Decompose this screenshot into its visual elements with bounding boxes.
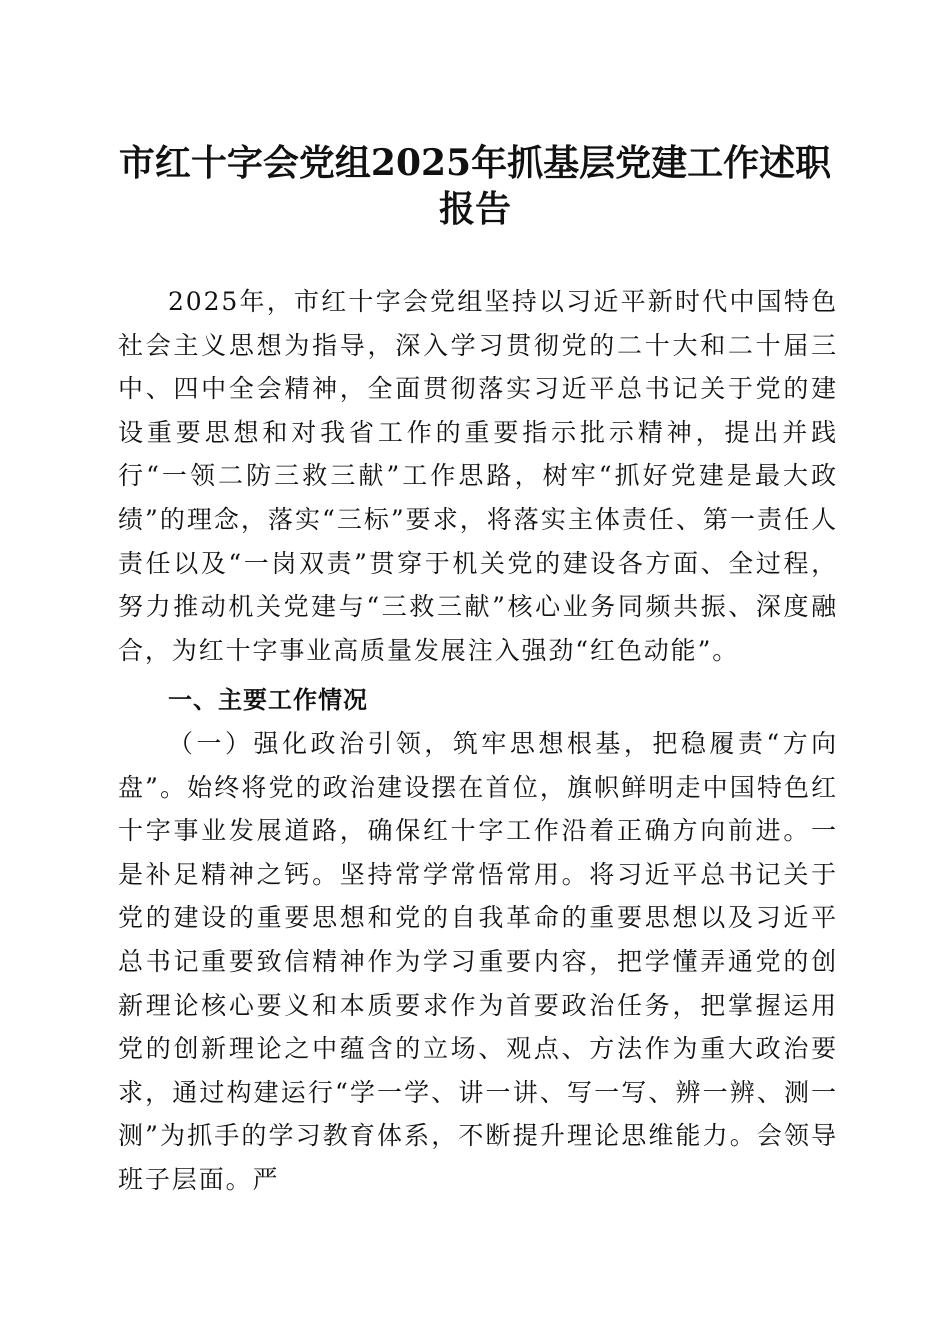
intro-paragraph: 2025年，市红十字会党组坚持以习近平新时代中国特色社会主义思想为指导，深入学习贯彻党的二十大和二十届三中、四中全会精神，全面贯彻落实习近平总书记关于党的建设重要思想和对我省工作的重要指示批示精神，提出并践行“一领二防三救三献”工作思路，树牢“抓好党建是最大政绩”的理念，落实“三标”要求，将落实主体责任、第一责任人责任以及“一岗双责”贯穿于机关党的建设各方面、全过程，努力推动机关党建与“三救三献”核心业务同频共振、深度融合，为红十字事业高质量发展注入强劲“红色动能”。 <box>118 287 838 665</box>
document-title-line-2: 报告 <box>438 188 511 230</box>
document-title-line-1: 市红十字会党组2025年抓基层党建工作述职 <box>118 142 832 184</box>
section-heading: 一、主要工作情况 <box>168 686 368 714</box>
body-paragraph: （一）强化政治引领，筑牢思想根基，把稳履责“方向盘”。始终将党的政治建设摆在首位，旗帜鲜明走中国特色红十字事业发展道路，确保红十字工作沿着正确方向前进。一是补足精神之钙。坚持常学常悟常用。将习近平总书记关于党的建设的重要思想和党的自我革命的重要思想以及习近平总书记重要致信精神作为学习重要内容，把学懂弄通党的创新理论核心要义和本质要求作为首要政治任务，把掌握运用党的创新理论之中蕴含的立场、观点、方法作为重大政治要求，通过构建运行“学一学、讲一讲、写一写、辨一辨、测一测”为抓手的学习教育体系，不断提升理论思维能力。会领导班子层面。严 <box>118 729 838 1194</box>
